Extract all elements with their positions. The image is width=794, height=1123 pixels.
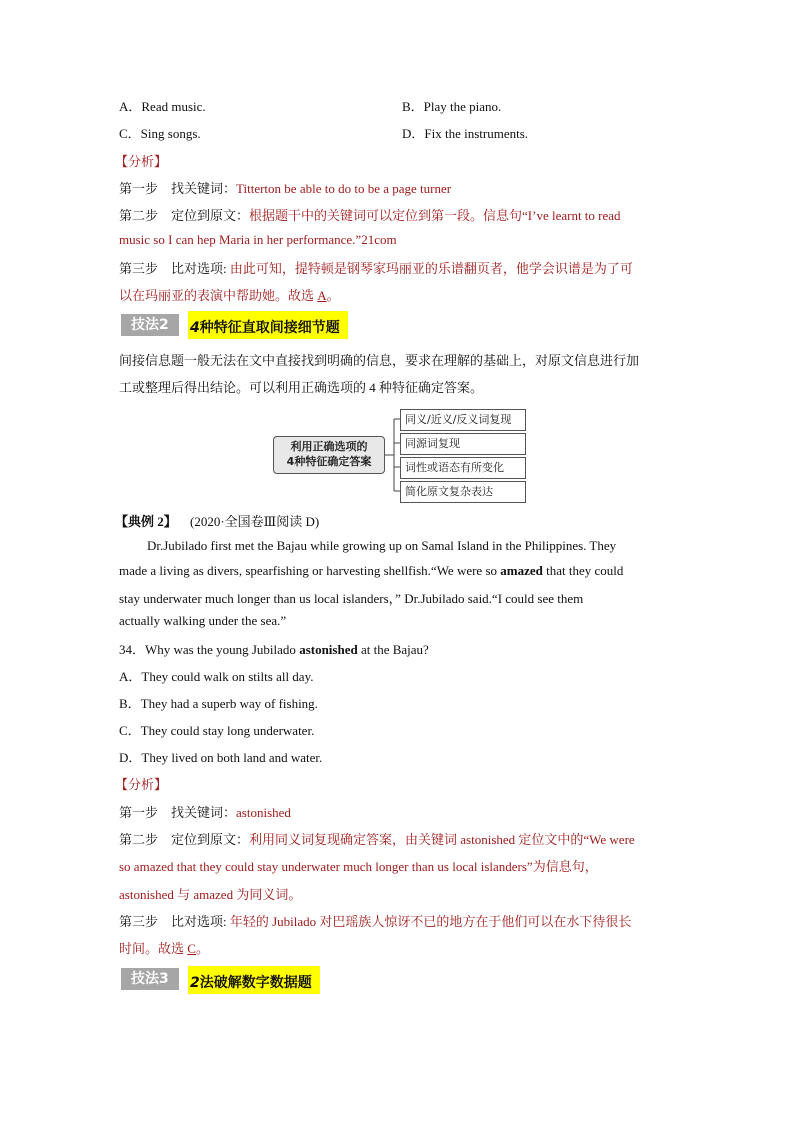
option-a: A．They could walk on stilts all day. [119, 669, 314, 684]
option-b-prev: B．Play the piano. [402, 99, 502, 114]
analysis1-step2-cont: music so I can hep Maria in her performance.”21com [119, 232, 397, 247]
option-d-prev: D．Fix the instruments. [402, 126, 529, 141]
passage-line [119, 563, 623, 579]
diagram-center [273, 436, 385, 474]
keyword: amazed [500, 563, 543, 578]
step-text: 由此可知，提特顿是钢琴家玛丽亚的乐谱翻页者，他学会识谱是为了可 [229, 261, 633, 276]
analysis2-step2-cont: so amazed that they could stay underwater much longer than us local islanders”为信息句， [119, 859, 598, 874]
option-c-prev: C．Sing songs. [119, 126, 201, 141]
analysis-heading: 【分析】 [115, 154, 168, 169]
analysis1-step1 [119, 178, 451, 197]
analysis1-step3-cont [119, 285, 340, 304]
example-source: (2020·全国卷Ⅲ阅读 D) [190, 514, 320, 529]
option-c: C．They could stay long underwater. [119, 723, 315, 738]
keyword: astonished [299, 642, 358, 657]
diagram-item: 简化原文复杂表达 [400, 481, 526, 503]
technique-number: 4 [190, 320, 200, 336]
step-text-end: 。 [195, 941, 209, 956]
example-label: 【典例 2】 [115, 514, 177, 529]
option-d: D．They lived on both land and water. [119, 750, 323, 765]
step-text: 年轻的 Jubilado 对巴瑶族人惊讶不已的地方在于他们可以在水下待很长 [229, 914, 632, 929]
example-heading [115, 511, 319, 530]
analysis2-step2-cont: astonished 与 amazed 为同义词。 [119, 887, 302, 902]
step-label: 第三步 比对选项: [119, 261, 230, 276]
step-text: 利用同义词复现确定答案，由关键词 astonished 定位文中的“We were [249, 832, 635, 847]
analysis2-step3 [119, 911, 631, 930]
step-text: 以在玛丽亚的表演中帮助她。故选 [119, 288, 318, 303]
technique-title [188, 311, 348, 339]
answer: C [187, 941, 196, 956]
technique-title-text: 法破解数字数据题 [199, 975, 312, 991]
diagram-center-line: 利用正确选项的 [290, 440, 368, 453]
technique-number: 2 [190, 975, 200, 991]
step-text: Titterton be able to do to be a page turner [236, 181, 452, 196]
passage-line: stay underwater much longer than us local islanders，” Dr.Jubilado said.“I could see them [119, 591, 584, 606]
question-text: 34．Why was the young Jubilado [119, 642, 300, 657]
diagram-item: 同源词复现 [400, 433, 526, 455]
passage-text: made a living as divers, spearfishing or harvesting shellfish.“We were so [119, 563, 501, 578]
question-text: at the Bajau? [357, 642, 429, 657]
passage-line: Dr.Jubilado first met the Bajau while growing up on Samal Island in the Philippines. They [147, 538, 617, 553]
step-label: 第二步 定位到原文： [119, 208, 250, 223]
analysis1-step3 [119, 258, 633, 277]
diagram-center-line: 4种特征确定答案 [286, 455, 372, 468]
passage-text: that they could [542, 563, 624, 578]
diagram-item: 词性或语态有所变化 [400, 457, 526, 479]
step-label: 第二步 定位到原文： [119, 832, 250, 847]
technique2-desc-b: 工或整理后得出结论。可以利用正确选项的 4 种特征确定答案。 [119, 380, 484, 395]
step-label: 第一步 找关键词： [119, 805, 237, 820]
step-label: 第一步 找关键词： [119, 181, 237, 196]
technique-tag: 技法2 [121, 314, 179, 336]
answer: A [317, 288, 327, 303]
step-text: 根据题干中的关键词可以定位到第一段。信息句“I’ve learnt to read [249, 208, 621, 223]
analysis1-step2 [119, 205, 621, 224]
diagram-item: 同义/近义/反义词复现 [400, 409, 526, 431]
option-b: B．They had a superb way of fishing. [119, 696, 318, 711]
question [119, 639, 429, 658]
technique-title-text: 种特征直取间接细节题 [199, 320, 340, 336]
technique2-desc-a: 间接信息题一般无法在文中直接找到明确的信息，要求在理解的基础上，对原文信息进行加 [119, 353, 640, 368]
step-text: astonished [236, 805, 291, 820]
step-label: 第三步 比对选项: [119, 914, 230, 929]
analysis2-step1 [119, 802, 291, 821]
passage-line: actually walking under the sea.” [119, 613, 287, 628]
technique-title [188, 966, 320, 994]
step-text-end: 。 [326, 288, 340, 303]
technique-tag: 技法3 [121, 968, 179, 990]
step-text: 时间。故选 [119, 941, 188, 956]
analysis2-step2 [119, 829, 635, 848]
option-a-prev: A．Read music. [119, 99, 206, 114]
analysis2-step3-cont [119, 938, 209, 957]
analysis-heading: 【分析】 [115, 777, 168, 792]
